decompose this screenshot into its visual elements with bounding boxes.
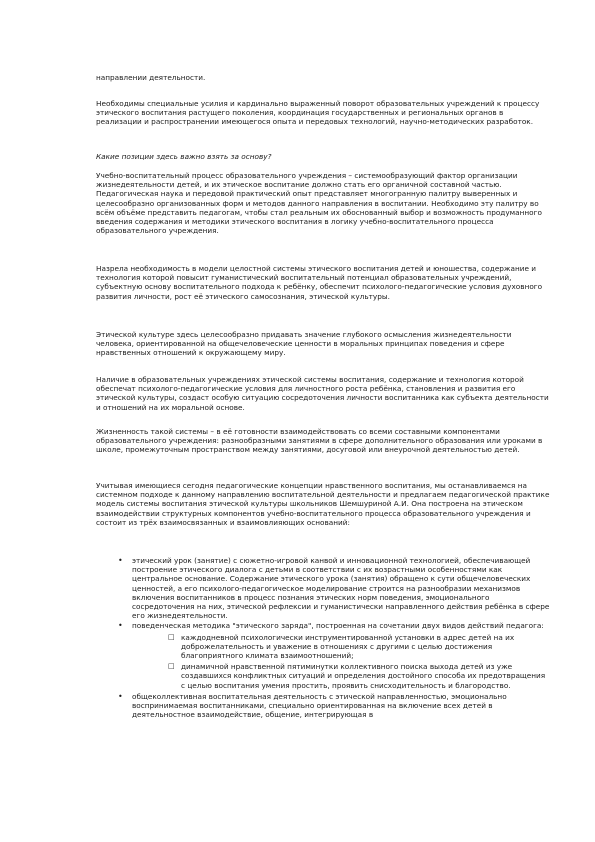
list-item-text: этический урок (занятие) с сюжетно-игровой канвой и инновационной технологией, обеспечивающей построение этического диалога с детьми в соответствии с их возрастными особенностями как центральное основание. Содержание этического урока (занятия) обращено к сути общечеловеческих ценностей, а его психолого-педагогическое моделирование строится на разнообразии механизмов включения воспитанников в процесс познания этических норм поведения, эмоционального сосредоточения на них, этической рефлексии и гуманистически направленного действия ребёнка в сфере его жизнедеятельности. (132, 556, 550, 621)
paragraph-continuation: направлении деятельности. (96, 73, 206, 82)
list-item (96, 556, 551, 620)
sub-list-item (132, 662, 551, 690)
paragraph-viability: Жизненность такой системы – в её готовности взаимодействовать со всеми составными компонентами образовательного учреждения: разнообразными занятиями в сфере дополнительного образования или уроками в школе, промежуточным пространством между занятиями, досуговой или внеурочной деятельностью детей. (96, 427, 543, 455)
paragraph-model-need: Назрела необходимость в модели целостной системы этического воспитания детей и юношества, содержание и технология которой повысит гуманистический воспитательный потенциал образовательных учреждений, субъектную основу воспитательного подхода к ребёнку, обеспечит психолого-педагогические условия духовного развития личности, рост её этического самосознания, этической культуры. (96, 264, 543, 301)
paragraph-question: Какие позиции здесь важно взять за основу? (96, 152, 272, 161)
list-item-text: поведенческая методика "этического заряда", построенная на сочетании двух видов действий педагога: (132, 621, 544, 631)
sub-list-item-text: каждодневной психологически инструментированной установки в адрес детей на их доброжелательность и уважение в отношениях с другими с целью достижения благоприятного климата взаимоотношений; (181, 632, 515, 661)
list-item (96, 692, 551, 720)
paragraph-concepts: Учитывая имеющиеся сегодня педагогические концепции нравственного воспитания, мы останавливаемся на системном подходе к данному направлению воспитательной деятельности и предлагаем педагогической практике модель системы воспитания этической культуры школьников Шемшуриной А.И. Она построена на этическом взаимодействии структурных компонентов учебно-воспитательного процесса образовательного учреждения и состоит из трёх взаимосвязанных и взаимовлияющих оснований: (96, 481, 550, 527)
paragraph-system-presence: Наличие в образовательных учреждениях этической системы воспитания, содержание и технология которой обеспечат психолого-педагогические условия для личностного роста ребёнка, становления и развития его этической культуры, создаст особую ситуацию сосредоточения личности воспитанника как субъекта деятельности и отношений на их моральной основе. (96, 375, 549, 412)
foundations-list (96, 556, 551, 720)
list-item (96, 621, 551, 689)
paragraph-efforts: Необходимы специальные усилия и кардинально выраженный поворот образовательных учреждений к процессу этического воспитания растущего поколения, координация государственных и региональных органов в реализации и распространении имеющегося опыта и передовых технологий, научно-методических разработок. (96, 99, 540, 127)
sub-list-item (132, 633, 551, 661)
paragraph-ethical-culture: Этической культуре здесь целесообразно придавать значение глубокого осмысления жизнедеятельности человека, ориентированной на общечеловеческие ценности в моральных принципах поведения и сфере нравственных отношений к окружающему миру. (96, 330, 512, 358)
list-item-text: общеколлективная воспитательная деятельность с этической направленностью, эмоционально воспринимаемая воспитанниками, специально ориентированная на включение всех детей в деятельностное взаимодействие, общение, интегрирующая в (132, 691, 507, 720)
paragraph-process: Учебно-воспитательный процесс образовательного учреждения – системообразующий фактор организации жизнедеятельности детей, и их этическое воспитание должно стать его органичной составной частью. Педагогическая наука и передовой практический опыт представляет многогранную палитру выверенных и целесообразно организованных форм и методов данного направления в воспитании. Необходимо эту палитру во всём объёме представить педагогам, чтобы стал реальным их обоснованный выбор и возможность продуманного введения содержания и методики этического воспитания в логику учебно-воспитательного процесса образовательного учреждения. (96, 171, 542, 236)
sub-list (132, 633, 551, 690)
sub-list-item-text: динамичной нравственной пятиминутки коллективного поиска выхода детей из уже создавшихся конфликтных ситуаций и определения достойного способа их предотвращения с целью воспитания умения простить, проявить снисходительность и благородство. (181, 662, 546, 690)
